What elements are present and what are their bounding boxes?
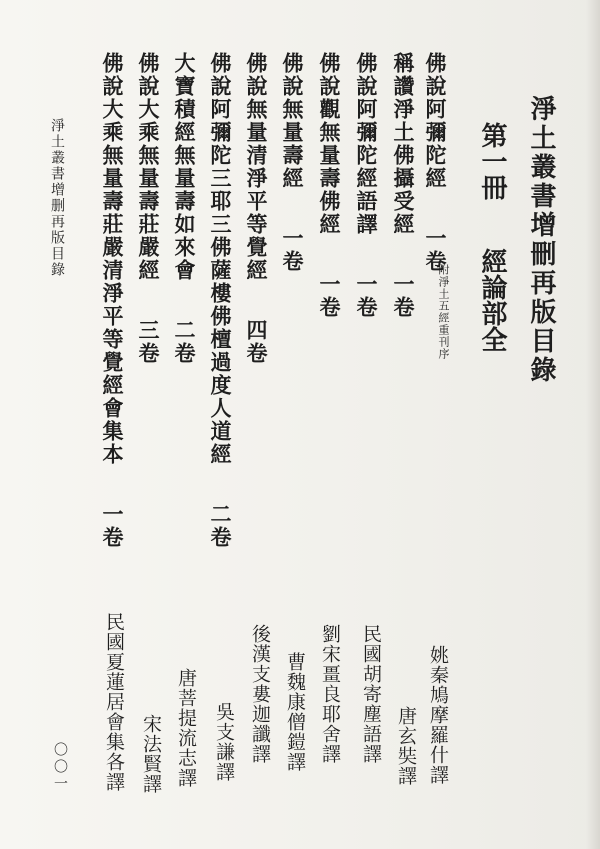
entry-volume: 四卷 xyxy=(244,319,269,365)
entry-translator: 吳支謙譯 xyxy=(213,702,235,782)
entry-volume: 一卷 xyxy=(317,273,342,319)
entry-translator: 劉宋畺良耶舍譯 xyxy=(319,624,341,764)
catalog-entry xyxy=(174,52,195,365)
entry-title: 佛說觀無量壽佛經 xyxy=(317,52,342,236)
entry-volume: 一卷 xyxy=(100,503,125,549)
page-gutter-shadow xyxy=(586,0,600,849)
catalog-entry xyxy=(356,52,377,319)
entry-title: 佛說大乘無量壽莊嚴清淨平等覺經會集本 xyxy=(100,52,125,466)
section-name: 經論部全 xyxy=(477,248,507,352)
catalog-entry xyxy=(138,52,159,365)
entry-volume: 一卷 xyxy=(354,273,379,319)
entry-note: 附淨土五經重刊序 xyxy=(437,264,450,360)
entry-translator: 唐玄奘譯 xyxy=(395,706,417,786)
page-number: 〇〇一 xyxy=(52,742,68,793)
catalog-entry xyxy=(282,52,303,273)
entry-title: 佛說阿彌陀經語譯 xyxy=(354,52,379,236)
entry-translator: 唐菩提流志譯 xyxy=(175,668,197,788)
entry-title: 佛說無量清淨平等覺經 xyxy=(244,52,269,282)
entry-title: 稱讚淨土佛攝受經 xyxy=(391,52,416,236)
catalog-entry xyxy=(393,52,414,319)
entry-translator: 姚秦鳩摩羅什譯 xyxy=(427,645,449,785)
catalog-entry xyxy=(246,52,267,365)
entry-volume: 二卷 xyxy=(208,503,233,549)
volume-heading xyxy=(479,122,505,352)
entry-translator: 後漢支婁迦讖譯 xyxy=(249,624,271,764)
entry-title: 佛說無量壽經 xyxy=(280,52,305,190)
entry-translator: 民國胡寄塵語譯 xyxy=(360,624,382,764)
catalog-entry xyxy=(319,52,340,319)
entry-volume: 三卷 xyxy=(136,319,161,365)
document-title: 淨土叢書增刪再版目錄 xyxy=(526,95,556,385)
entry-title: 佛說大乘無量壽莊嚴經 xyxy=(136,52,161,282)
entry-volume: 一卷 xyxy=(423,227,448,273)
volume-number: 第一冊 xyxy=(477,122,507,200)
catalog-entry xyxy=(210,52,231,549)
entry-translator: 宋法賢譯 xyxy=(140,714,162,794)
catalog-entry xyxy=(425,52,446,273)
entry-translator: 曹魏康僧鎧譯 xyxy=(284,652,306,772)
entry-translator: 民國夏蓮居會集各譯 xyxy=(103,612,125,792)
entry-volume: 一卷 xyxy=(391,273,416,319)
catalog-entry xyxy=(102,52,123,549)
entry-volume: 一卷 xyxy=(280,227,305,273)
running-head: 淨土叢書增删再版目錄 xyxy=(49,118,65,278)
entry-title: 大寶積經無量壽如來會 xyxy=(172,52,197,282)
entry-volume: 二卷 xyxy=(172,319,197,365)
entry-title: 佛說阿彌陀三耶三佛薩樓佛檀過度人道經 xyxy=(208,52,233,466)
entry-title: 佛說阿彌陀經 xyxy=(423,52,448,190)
